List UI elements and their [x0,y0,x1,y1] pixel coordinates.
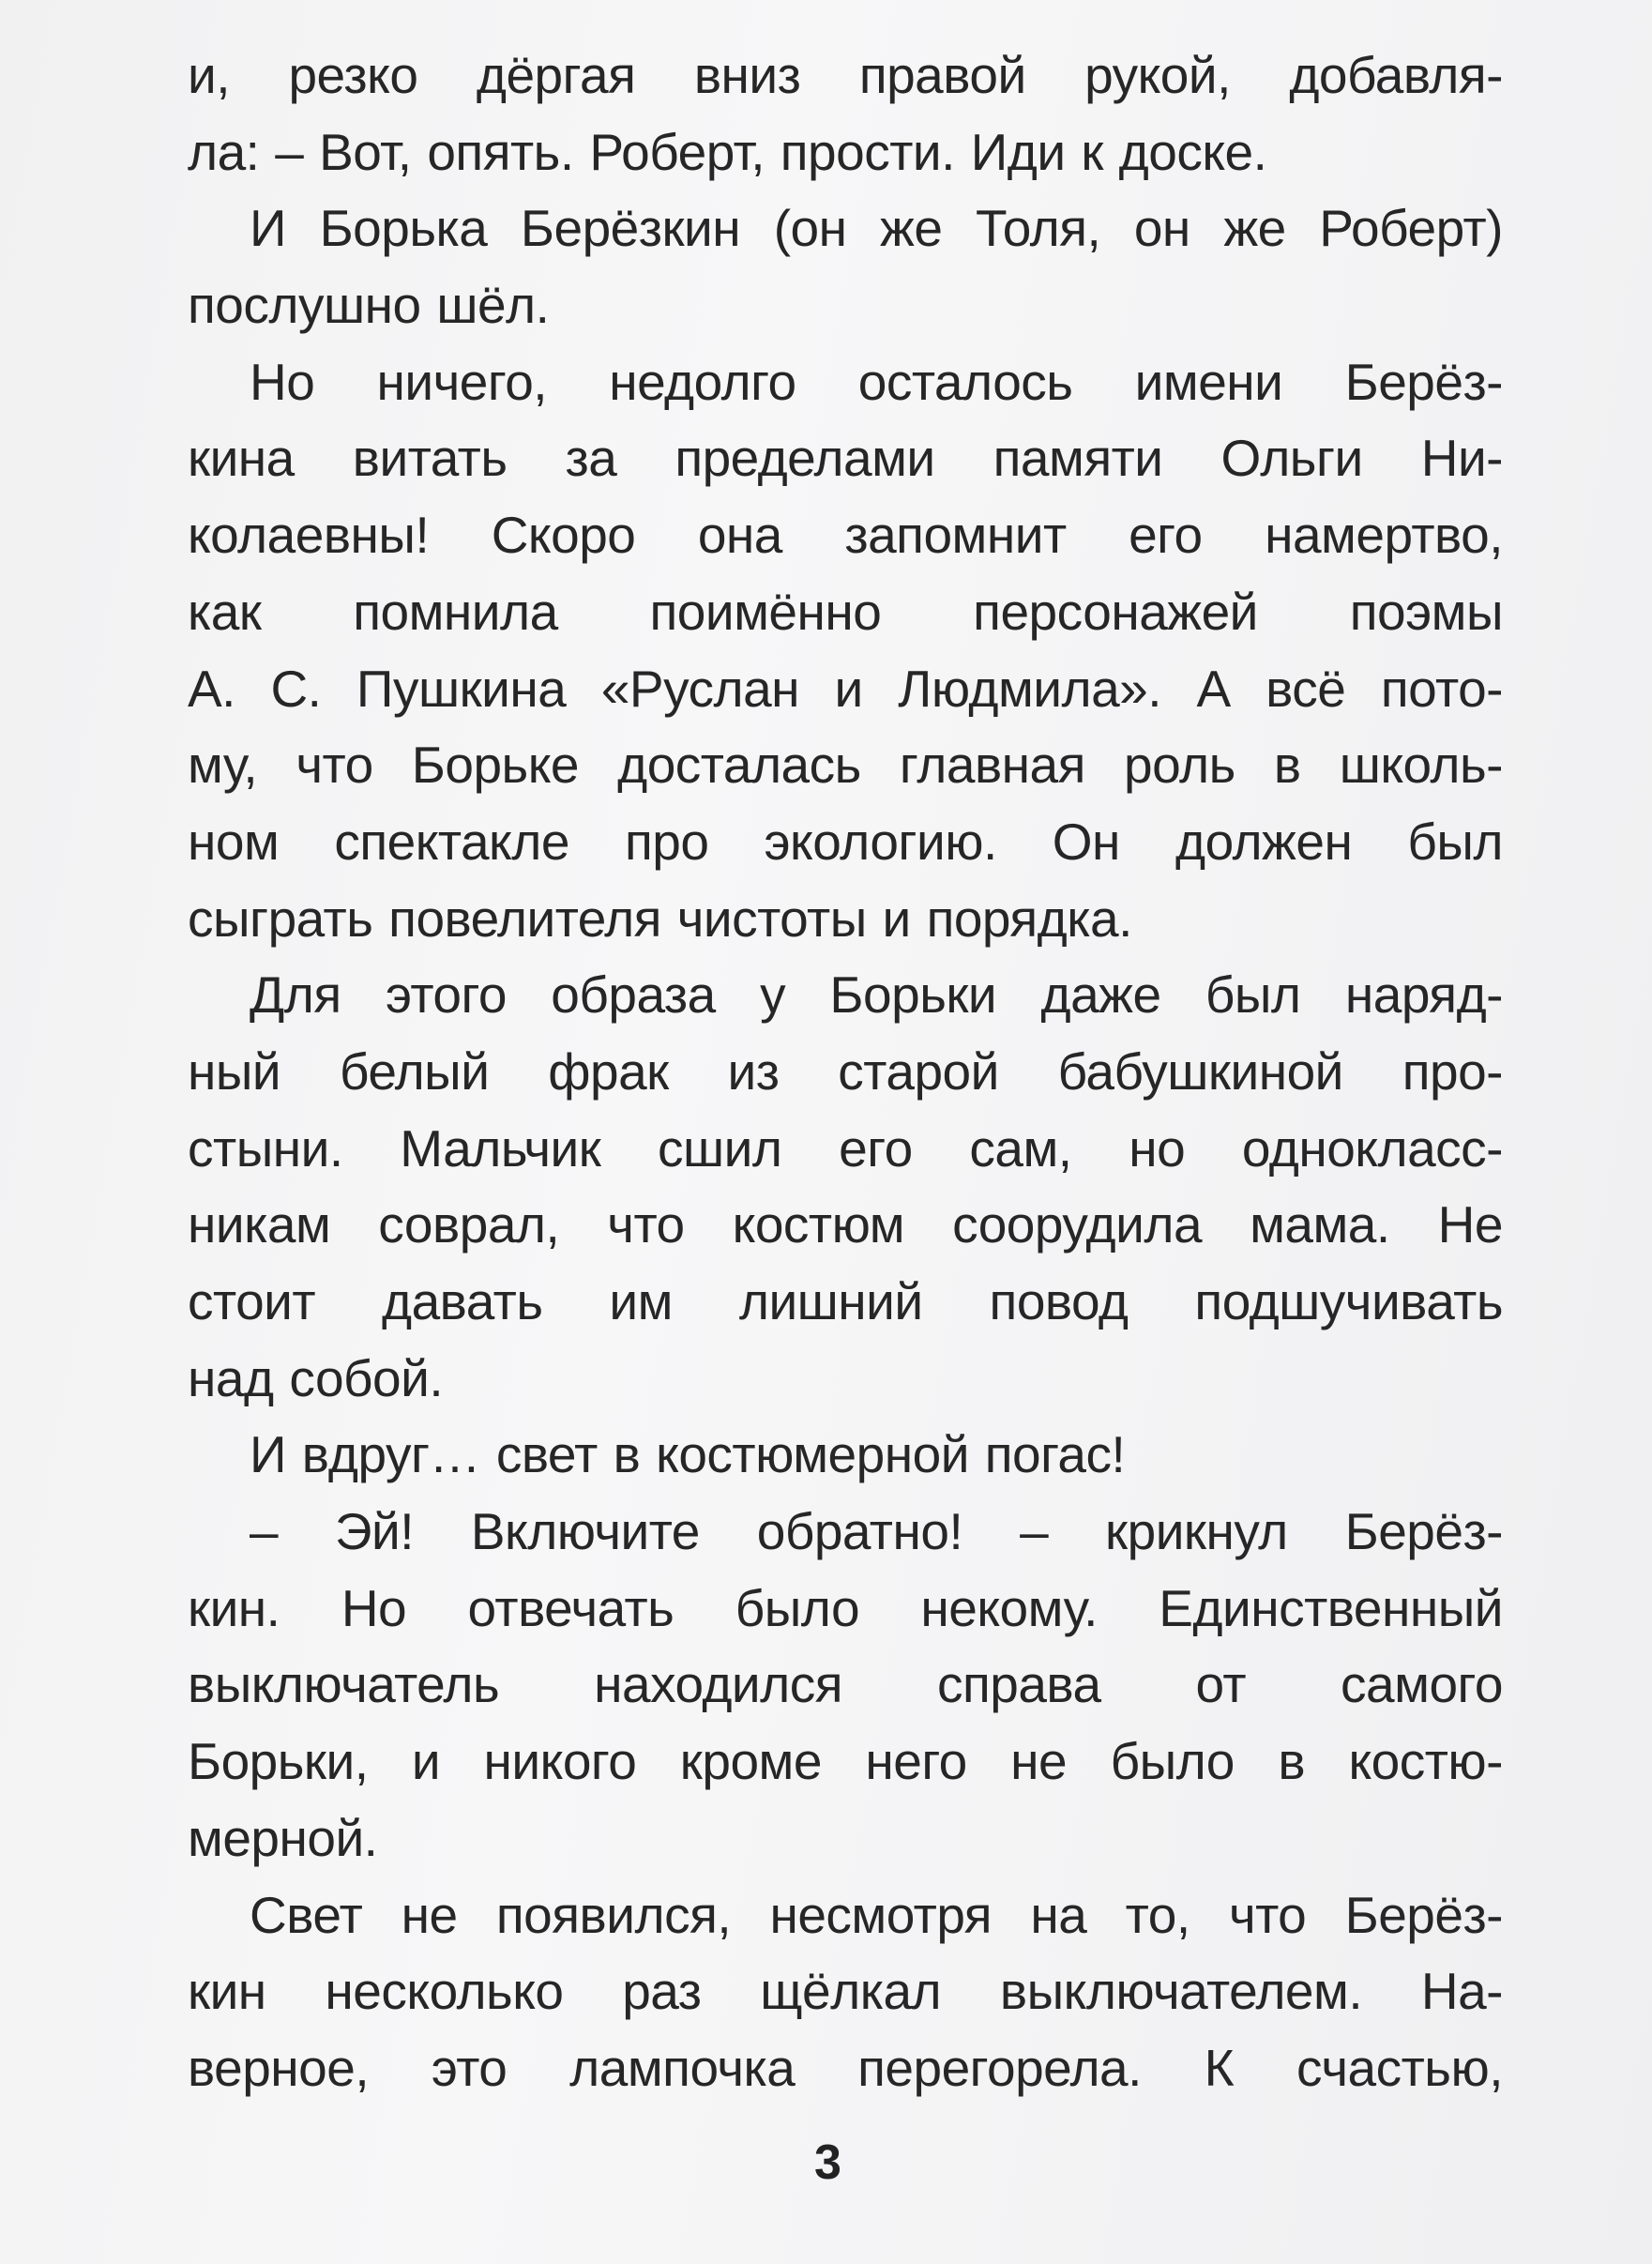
text-line: кина витать за пределами памяти Ольги Ни- [188,429,1503,488]
text-line: Свет не появился, несмотря на то, что Берёз- [250,1885,1503,1944]
text-line: И вдруг… свет в костюмерной погас! [250,1425,1126,1484]
text-line: А. С. Пушкина «Руслан и Людмила». А всё пото- [188,659,1503,718]
text-line: никам соврал, что костюм соорудила мама. Не [188,1195,1503,1254]
text-line: ла: – Вот, опять. Роберт, прости. Иди к доске. [188,122,1267,181]
text-line: му, что Борьке досталась главная роль в школь- [188,736,1503,795]
text-line: и, резко дёргая вниз правой рукой, добавля- [188,46,1503,104]
text-line: колаевны! Скоро она запомнит его намертво, [188,506,1503,565]
text-line: сыграть повелителя чистоты и порядка. [188,889,1132,948]
page-number: 3 [814,2135,841,2190]
text-line: выключатель находился справа от самого [188,1655,1503,1714]
text-line: как помнила поимённо персонажей поэмы [188,582,1503,641]
text-line: стыни. Мальчик сшил его сам, но однокласс- [188,1118,1503,1178]
text-line: ном спектакле про экологию. Он должен был [188,812,1503,871]
text-line: Для этого образа у Борьки даже был наряд- [250,965,1503,1025]
text-line: над собой. [188,1348,444,1407]
text-line: Борьки, и никого кроме него не было в костю- [188,1732,1503,1791]
text-line: стоит давать им лишний повод подшучивать [188,1272,1503,1330]
text-line: кин. Но отвечать было некому. Единственный [188,1578,1503,1637]
text-line: кин несколько раз щёлкал выключателем. На- [188,1962,1503,2021]
text-line: послушно шёл. [188,276,550,335]
page-body-text [188,38,1503,2107]
text-line: верное, это лампочка перегорела. К счастью, [188,2038,1503,2097]
text-line: ный белый фрак из старой бабушкиной про- [188,1041,1503,1101]
text-line: мерной. [188,1808,378,1867]
text-line: И Борька Берёзкин (он же Толя, он же Роберт) [250,199,1503,258]
text-line: Но ничего, недолго осталось имени Берёз- [250,352,1503,411]
text-line: – Эй! Включите обратно! – крикнул Берёз- [250,1502,1503,1561]
